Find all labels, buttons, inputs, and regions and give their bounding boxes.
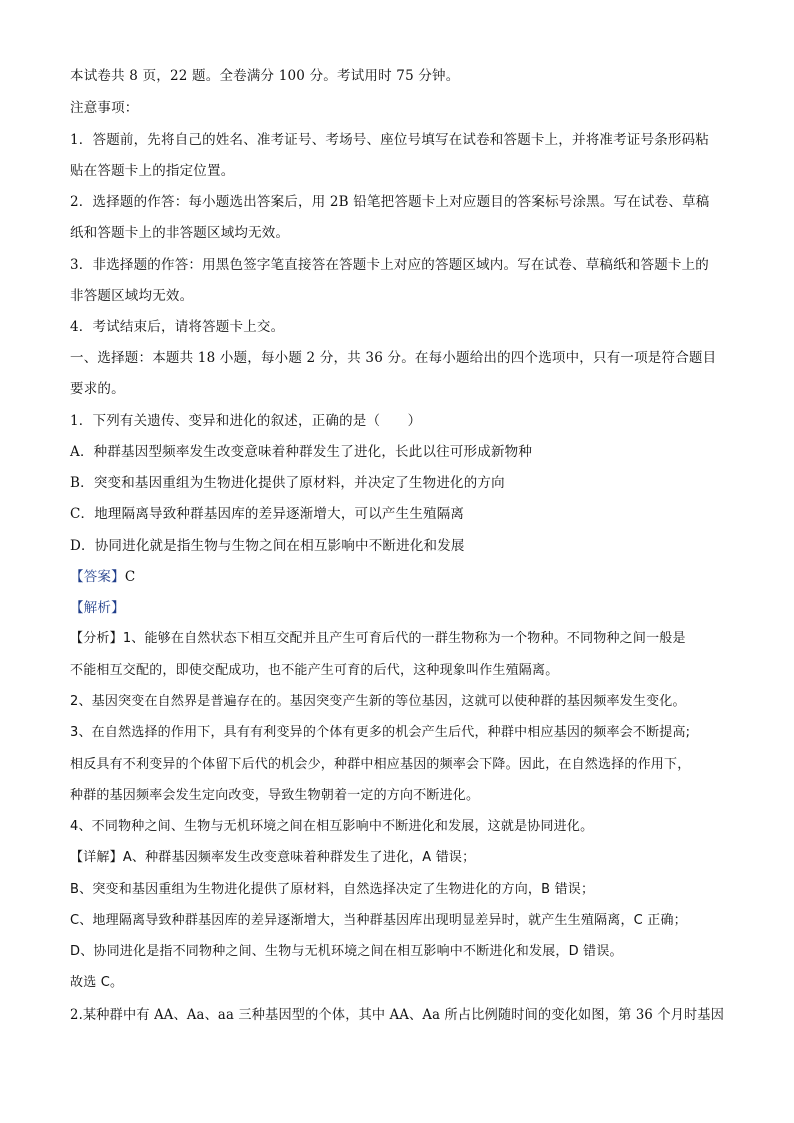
question-1-option-c: C．地理隔离导致种群基因库的差异逐渐增大，可以产生生殖隔离 [70, 506, 465, 522]
notice-item-2-line-2: 纸和答题卡上的非答题区域均无效。 [70, 225, 290, 241]
answer-tag: 【答案】 [70, 569, 125, 585]
question-2-stem-line-1: 2.某种群中有 AA、Aa、aa 三种基因型的个体，其中 AA、Aa 所占比例随时间的变化如图，第 36 个月时基因 [70, 1007, 725, 1023]
notice-item-3-line-1: 3．非选择题的作答：用黑色签字笔直接答在答题卡上对应的答题区域内。写在试卷、草稿纸和答题卡上的 [70, 257, 709, 273]
question-1-stem: 1．下列有关遗传、变异和进化的叙述，正确的是（ ） [70, 413, 422, 429]
notice-heading: 注意事项： [70, 100, 139, 116]
detail-tag: 【详解】 [70, 850, 123, 865]
notice-item-1-line-2: 贴在答题卡上的指定位置。 [70, 163, 235, 179]
exam-intro: 本试卷共 8 页，22 题。全卷满分 100 分。考试用时 75 分钟。 [70, 68, 460, 84]
detail-a-line [70, 848, 475, 868]
fenxi-p3-line-1: 3、在自然选择的作用下，具有有利变异的个体有更多的机会产生后代，种群中相应基因的频率会不断提高; [70, 725, 691, 740]
fenxi-p1-line-2: 不能相互交配的，即使交配成功，也不能产生可育的后代，这种现象叫作生殖隔离。 [70, 663, 559, 678]
detail-a-text: A、种群基因频率发生改变意味着种群发生了进化，A 错误； [122, 850, 476, 865]
detail-b: B、突变和基因重组为生物进化提供了原材料，自然选择决定了生物进化的方向，B 错误； [70, 882, 595, 897]
fenxi-p1-line-1-text: 1、能够在自然状态下相互交配并且产生可育后代的一群生物称为一个物种。不同物种之间一般是 [122, 631, 686, 646]
notice-item-1-line-1: 1．答题前，先将自己的姓名、准考证号、考场号、座位号填写在试卷和答题卡上，并将准考证号条形码粘 [70, 132, 709, 148]
detail-d: D、协同进化是指不同物种之间、生物与无机环境之间在相互影响中不断进化和发展，D 错误。 [70, 944, 623, 959]
analysis-line [70, 598, 125, 618]
answer-value: C [124, 569, 136, 585]
question-1-option-b: B．突变和基因重组为生物进化提供了原材料，并决定了生物进化的方向 [70, 475, 505, 491]
question-1-option-d: D．协同进化就是指生物与生物之间在相互影响中不断进化和发展 [70, 538, 465, 554]
answer-line [70, 567, 135, 587]
conclusion: 故选 C。 [70, 975, 124, 990]
section-heading-line-2: 要求的。 [70, 381, 125, 397]
notice-item-2-line-1: 2．选择题的作答：每小题选出答案后，用 2B 铅笔把答题卡上对应题目的答案标号涂黑。写在试卷、草稿 [70, 194, 710, 210]
analysis-tag: 【解析】 [70, 600, 125, 616]
fenxi-tag: 【分析】 [70, 631, 123, 646]
notice-item-3-line-2: 非答题区域均无效。 [70, 288, 194, 304]
detail-c: C、地理隔离导致种群基因库的差异逐渐增大，当种群基因库出现明显差异时，就产生生殖隔离，C 正确； [70, 913, 687, 928]
section-heading-line-1: 一、选择题：本题共 18 小题，每小题 2 分，共 36 分。在每小题给出的四个选项中，只有一项是符合题目 [70, 350, 717, 366]
notice-item-4: 4．考试结束后，请将答题卡上交。 [70, 319, 285, 335]
fenxi-p1-line-1 [70, 629, 686, 649]
fenxi-p3-line-3: 种群的基因频率会发生定向改变，导致生物朝着一定的方向不断进化。 [70, 788, 480, 803]
question-1-option-a: A．种群基因型频率发生改变意味着种群发生了进化，长此以往可形成新物种 [70, 444, 533, 460]
fenxi-p3-line-2: 相反具有不利变异的个体留下后代的机会少，种群中相应基因的频率会下降。因此，在自然选择的作用下， [70, 757, 691, 772]
fenxi-p2: 2、基因突变在自然界是普遍存在的。基因突变产生新的等位基因，这就可以使种群的基因频率发生变化。 [70, 694, 686, 709]
fenxi-p4: 4、不同物种之间、生物与无机环境之间在相互影响中不断进化和发展，这就是协同进化。 [70, 819, 594, 834]
